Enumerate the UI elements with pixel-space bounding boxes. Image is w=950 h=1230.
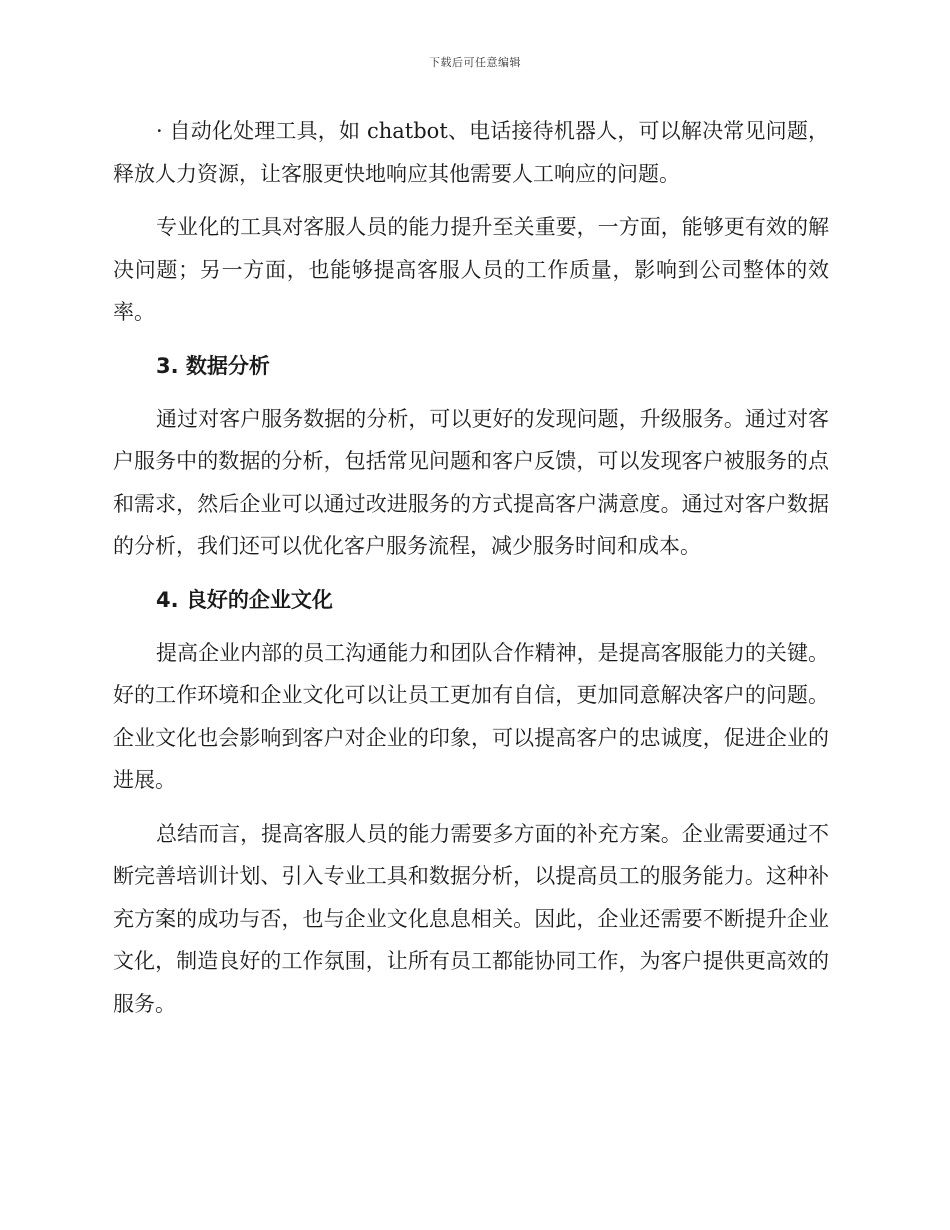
section-heading-data-analysis: 3. 数据分析 <box>156 353 270 378</box>
section-heading-culture: 4. 良好的企业文化 <box>156 587 333 612</box>
summary-paragraph: 总结而言，提高客服人员的能力需要多方面的补充方案。企业需要通过不断完善培训计划、引入专业工具和数据分析，以提高员工的服务能力。这种补充方案的成功与否，也与企业文化息息相关。因此，企业还需要不断提升企业文化，制造良好的工作氛围，让所有员工都能协同工作，为客户提供更高效的服务。 <box>113 821 829 1016</box>
culture-paragraph: 提高企业内部的员工沟通能力和团队合作精神，是提高客服能力的关键。好的工作环境和企业文化可以让员工更加有自信，更加同意解决客户的问题。企业文化也会影响到客户对企业的印象，可以提高客户的忠诚度，促进企业的进展。 <box>113 640 829 792</box>
document-body <box>113 110 829 1025</box>
page-header: 下载后可任意编辑 <box>429 56 521 69</box>
tools-importance-paragraph: 专业化的工具对客服人员的能力提升至关重要，一方面，能够更有效的解决问题；另一方面，也能够提高客服人员的工作质量，影响到公司整体的效率。 <box>113 215 829 324</box>
data-analysis-paragraph: 通过对客户服务数据的分析，可以更好的发现问题，升级服务。通过对客户服务中的数据的分析，包括常见问题和客户反馈，可以发现客户被服务的点和需求，然后企业可以通过改进服务的方式提高客户满意度。通过对客户数据的分析，我们还可以优化客户服务流程，减少服务时间和成本。 <box>113 406 829 558</box>
bullet-automation-paragraph: · 自动化处理工具，如 chatbot、电话接待机器人，可以解决常见问题，释放人力资源，让客服更快地响应其他需要人工响应的问题。 <box>113 119 829 186</box>
